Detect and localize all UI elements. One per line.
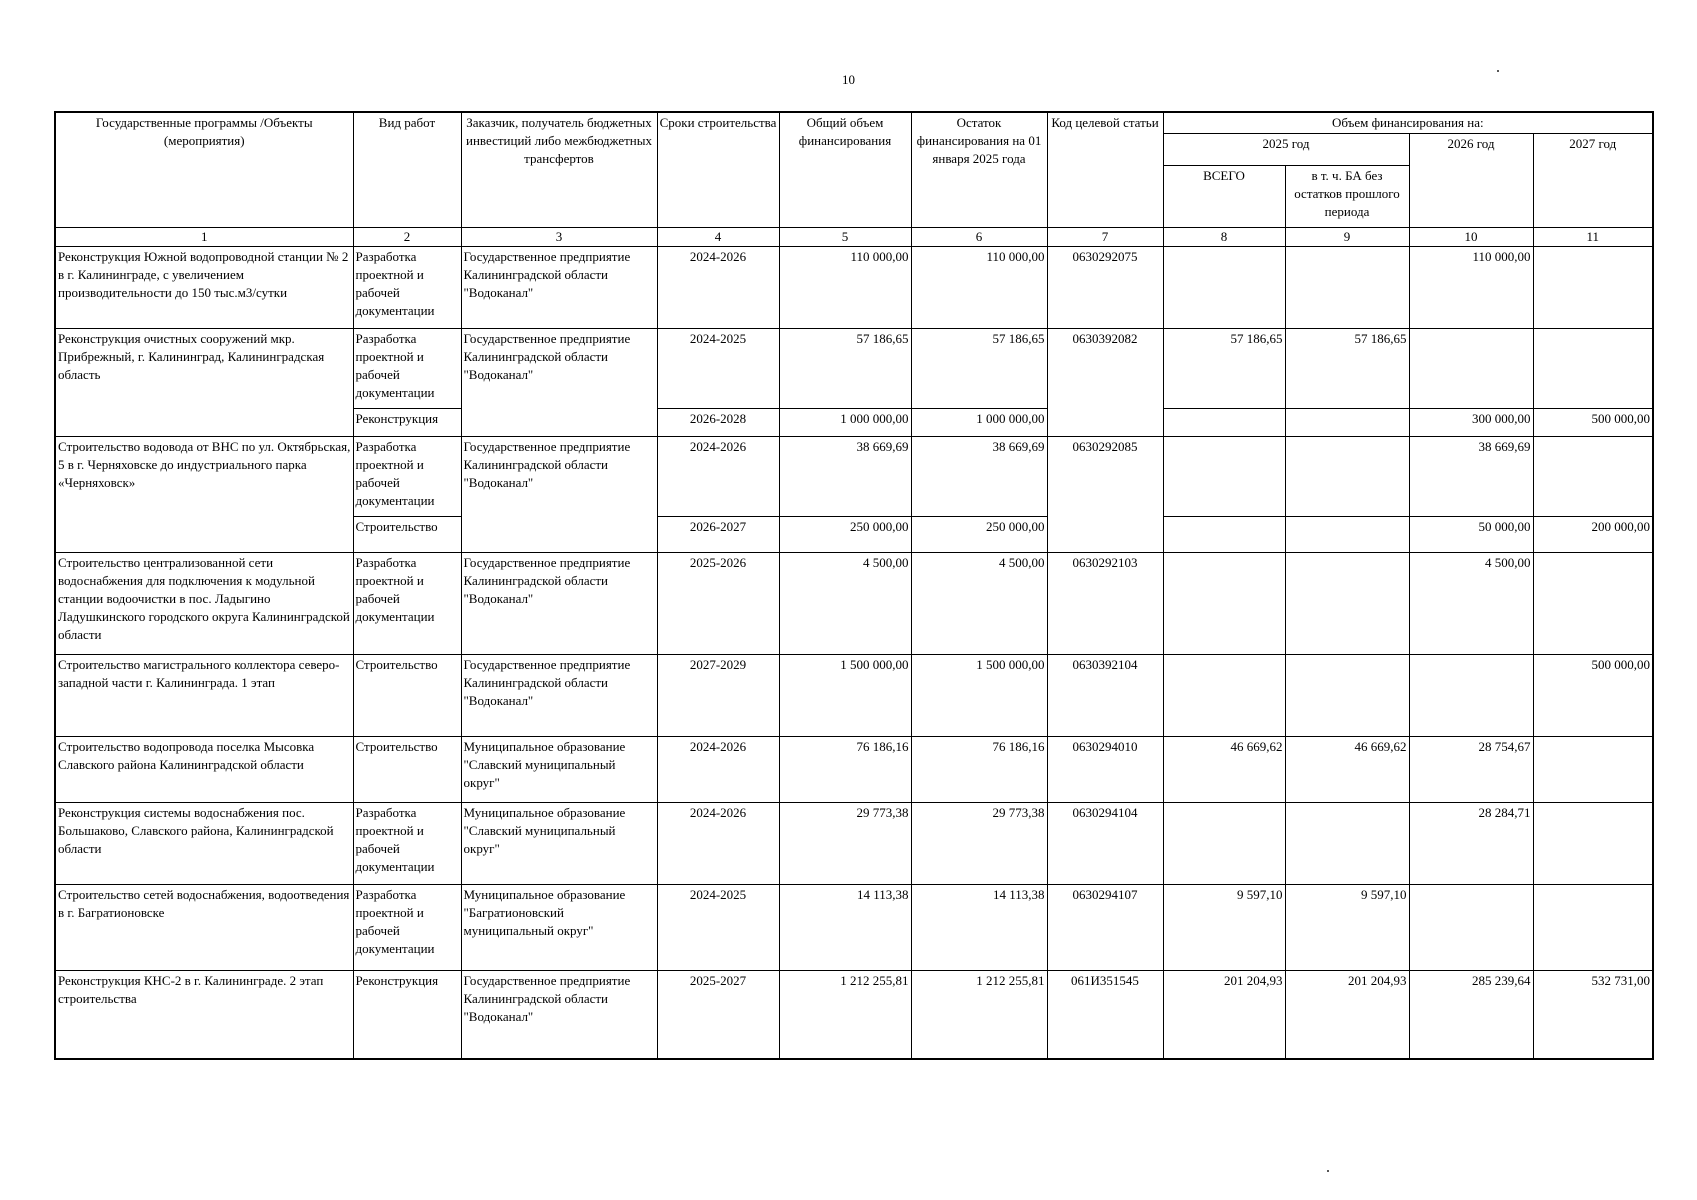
column-number-cell: 10 — [1409, 228, 1533, 247]
work-type-cell: Строительство — [353, 517, 461, 553]
header-work-type: Вид работ — [353, 112, 461, 228]
y2027-cell — [1533, 803, 1653, 885]
remaining-financing-cell: 1 000 000,00 — [911, 409, 1047, 437]
total-financing-cell: 1 000 000,00 — [779, 409, 911, 437]
object-name-cell: Строительство сетей водоснабжения, водоотведения в г. Багратионовске — [55, 885, 353, 971]
y2025-all-cell — [1163, 655, 1285, 737]
y2025-all-cell: 9 597,10 — [1163, 885, 1285, 971]
y2025-ba-cell — [1285, 517, 1409, 553]
object-name-cell: Реконструкция Южной водопроводной станции № 2 в г. Калининграде, с увеличением производительности до 150 тыс.м3/сутки — [55, 247, 353, 329]
customer-cell: Муниципальное образование "Багратионовский муниципальный округ" — [461, 885, 657, 971]
customer-cell: Государственное предприятие Калининградской области "Водоканал" — [461, 247, 657, 329]
total-financing-cell: 29 773,38 — [779, 803, 911, 885]
customer-cell: Государственное предприятие Калининградской области "Водоканал" — [461, 971, 657, 1059]
y2027-cell — [1533, 737, 1653, 803]
y2026-cell: 50 000,00 — [1409, 517, 1533, 553]
y2027-cell — [1533, 885, 1653, 971]
work-type-cell: Строительство — [353, 655, 461, 737]
table-row — [55, 329, 1653, 409]
target-code-cell: 0630292085 — [1047, 437, 1163, 553]
y2027-cell: 532 731,00 — [1533, 971, 1653, 1059]
y2027-cell — [1533, 329, 1653, 409]
header-code: Код целевой статьи — [1047, 112, 1163, 228]
header-customer: Заказчик, получатель бюджетных инвестиций либо межбюджетных трансфертов — [461, 112, 657, 228]
y2025-all-cell — [1163, 409, 1285, 437]
y2025-all-cell — [1163, 803, 1285, 885]
remaining-financing-cell: 4 500,00 — [911, 553, 1047, 655]
target-code-cell: 0630294107 — [1047, 885, 1163, 971]
terms-cell: 2024-2026 — [657, 247, 779, 329]
y2026-cell: 28 754,67 — [1409, 737, 1533, 803]
terms-cell: 2024-2026 — [657, 803, 779, 885]
terms-cell: 2026-2027 — [657, 517, 779, 553]
y2025-all-cell — [1163, 437, 1285, 517]
work-type-cell: Разработка проектной и рабочей документации — [353, 885, 461, 971]
remaining-financing-cell: 38 669,69 — [911, 437, 1047, 517]
y2026-cell: 4 500,00 — [1409, 553, 1533, 655]
header-financing: Объем финансирования на: — [1163, 112, 1653, 134]
y2025-all-cell: 46 669,62 — [1163, 737, 1285, 803]
terms-cell: 2024-2026 — [657, 737, 779, 803]
total-financing-cell: 1 500 000,00 — [779, 655, 911, 737]
total-financing-cell: 110 000,00 — [779, 247, 911, 329]
header-remaining: Остаток финансирования на 01 января 2025 года — [911, 112, 1047, 228]
target-code-cell: 0630392104 — [1047, 655, 1163, 737]
header-year-2025: 2025 год — [1163, 134, 1409, 166]
column-number-cell: 4 — [657, 228, 779, 247]
table-row — [55, 885, 1653, 971]
header-total: Общий объем финансирования — [779, 112, 911, 228]
object-name-cell: Реконструкция КНС-2 в г. Калининграде. 2 этап строительства — [55, 971, 353, 1059]
total-financing-cell: 38 669,69 — [779, 437, 911, 517]
column-number-cell: 2 — [353, 228, 461, 247]
total-financing-cell: 76 186,16 — [779, 737, 911, 803]
customer-cell: Государственное предприятие Калининградской области "Водоканал" — [461, 655, 657, 737]
total-financing-cell: 4 500,00 — [779, 553, 911, 655]
y2026-cell: 38 669,69 — [1409, 437, 1533, 517]
financing-table — [54, 111, 1654, 1060]
table-row — [55, 437, 1653, 517]
remaining-financing-cell: 110 000,00 — [911, 247, 1047, 329]
y2027-cell: 200 000,00 — [1533, 517, 1653, 553]
y2025-ba-cell — [1285, 437, 1409, 517]
y2025-all-cell — [1163, 553, 1285, 655]
terms-cell: 2024-2025 — [657, 329, 779, 409]
object-name-cell: Строительство централизованной сети водоснабжения для подключения к модульной станции водоочистки в пос. Ладыгино Ладушкинского городского округа Калининградской области — [55, 553, 353, 655]
work-type-cell: Реконструкция — [353, 971, 461, 1059]
remaining-financing-cell: 57 186,65 — [911, 329, 1047, 409]
terms-cell: 2025-2026 — [657, 553, 779, 655]
target-code-cell: 0630294104 — [1047, 803, 1163, 885]
y2026-cell: 28 284,71 — [1409, 803, 1533, 885]
y2026-cell — [1409, 885, 1533, 971]
y2027-cell — [1533, 247, 1653, 329]
y2025-ba-cell — [1285, 655, 1409, 737]
column-numbers-row — [55, 228, 1653, 247]
work-type-cell: Разработка проектной и рабочей документации — [353, 247, 461, 329]
remaining-financing-cell: 14 113,38 — [911, 885, 1047, 971]
column-number-cell: 8 — [1163, 228, 1285, 247]
y2026-cell: 300 000,00 — [1409, 409, 1533, 437]
y2027-cell — [1533, 437, 1653, 517]
table-row — [55, 655, 1653, 737]
header-year-2027: 2027 год — [1533, 134, 1653, 228]
customer-cell: Государственное предприятие Калининградской области "Водоканал" — [461, 553, 657, 655]
terms-cell: 2024-2026 — [657, 437, 779, 517]
total-financing-cell: 1 212 255,81 — [779, 971, 911, 1059]
object-name-cell: Реконструкция очистных сооружений мкр. Прибрежный, г. Калининград, Калининградская область — [55, 329, 353, 437]
object-name-cell: Реконструкция системы водоснабжения пос. Большаково, Славского района, Калининградской области — [55, 803, 353, 885]
remaining-financing-cell: 1 212 255,81 — [911, 971, 1047, 1059]
y2026-cell — [1409, 329, 1533, 409]
work-type-cell: Разработка проектной и рабочей документации — [353, 553, 461, 655]
terms-cell: 2026-2028 — [657, 409, 779, 437]
column-number-cell: 5 — [779, 228, 911, 247]
customer-cell: Государственное предприятие Калининградской области "Водоканал" — [461, 437, 657, 553]
y2025-ba-cell — [1285, 553, 1409, 655]
header-incl-ba: в т. ч. БА без остатков прошлого периода — [1285, 166, 1409, 228]
y2025-ba-cell — [1285, 803, 1409, 885]
scan-speck — [1497, 70, 1499, 72]
terms-cell: 2027-2029 — [657, 655, 779, 737]
remaining-financing-cell: 1 500 000,00 — [911, 655, 1047, 737]
remaining-financing-cell: 76 186,16 — [911, 737, 1047, 803]
target-code-cell: 0630392082 — [1047, 329, 1163, 437]
column-number-cell: 9 — [1285, 228, 1409, 247]
object-name-cell: Строительство водопровода поселка Мысовка Славского района Калининградской области — [55, 737, 353, 803]
customer-cell: Муниципальное образование "Славский муниципальный округ" — [461, 737, 657, 803]
remaining-financing-cell: 250 000,00 — [911, 517, 1047, 553]
column-number-cell: 6 — [911, 228, 1047, 247]
header-all: ВСЕГО — [1163, 166, 1285, 228]
target-code-cell: 0630292103 — [1047, 553, 1163, 655]
y2025-ba-cell: 57 186,65 — [1285, 329, 1409, 409]
terms-cell: 2025-2027 — [657, 971, 779, 1059]
header-program: Государственные программы /Объекты (мероприятия) — [55, 112, 353, 228]
target-code-cell: 0630292075 — [1047, 247, 1163, 329]
y2025-all-cell: 57 186,65 — [1163, 329, 1285, 409]
column-number-cell: 7 — [1047, 228, 1163, 247]
terms-cell: 2024-2025 — [657, 885, 779, 971]
y2026-cell: 110 000,00 — [1409, 247, 1533, 329]
target-code-cell: 061И351545 — [1047, 971, 1163, 1059]
y2027-cell: 500 000,00 — [1533, 655, 1653, 737]
work-type-cell: Строительство — [353, 737, 461, 803]
work-type-cell: Разработка проектной и рабочей документации — [353, 803, 461, 885]
y2027-cell — [1533, 553, 1653, 655]
table-row — [55, 553, 1653, 655]
customer-cell: Муниципальное образование "Славский муниципальный округ" — [461, 803, 657, 885]
work-type-cell: Разработка проектной и рабочей документации — [353, 437, 461, 517]
y2025-all-cell — [1163, 247, 1285, 329]
table-row — [55, 803, 1653, 885]
header-terms: Сроки строительства — [657, 112, 779, 228]
work-type-cell: Реконструкция — [353, 409, 461, 437]
work-type-cell: Разработка проектной и рабочей документации — [353, 329, 461, 409]
table-row — [55, 247, 1653, 329]
y2026-cell — [1409, 655, 1533, 737]
y2025-ba-cell: 46 669,62 — [1285, 737, 1409, 803]
column-number-cell: 11 — [1533, 228, 1653, 247]
y2025-all-cell — [1163, 517, 1285, 553]
customer-cell: Государственное предприятие Калининградской области "Водоканал" — [461, 329, 657, 437]
y2025-ba-cell — [1285, 247, 1409, 329]
column-number-cell: 3 — [461, 228, 657, 247]
target-code-cell: 0630294010 — [1047, 737, 1163, 803]
total-financing-cell: 250 000,00 — [779, 517, 911, 553]
scan-speck — [1327, 1170, 1329, 1172]
y2026-cell: 285 239,64 — [1409, 971, 1533, 1059]
column-number-cell: 1 — [55, 228, 353, 247]
object-name-cell: Строительство водовода от ВНС по ул. Октябрьская, 5 в г. Черняховске до индустриального парка «Черняховск» — [55, 437, 353, 553]
table-row — [55, 971, 1653, 1059]
header-year-2026: 2026 год — [1409, 134, 1533, 228]
page-number: 10 — [842, 72, 855, 87]
table-row — [55, 737, 1653, 803]
y2025-ba-cell — [1285, 409, 1409, 437]
remaining-financing-cell: 29 773,38 — [911, 803, 1047, 885]
y2025-ba-cell: 9 597,10 — [1285, 885, 1409, 971]
object-name-cell: Строительство магистрального коллектора северо-западной части г. Калининграда. 1 этап — [55, 655, 353, 737]
table-body — [55, 247, 1653, 1059]
total-financing-cell: 14 113,38 — [779, 885, 911, 971]
y2025-ba-cell: 201 204,93 — [1285, 971, 1409, 1059]
total-financing-cell: 57 186,65 — [779, 329, 911, 409]
y2027-cell: 500 000,00 — [1533, 409, 1653, 437]
y2025-all-cell: 201 204,93 — [1163, 971, 1285, 1059]
